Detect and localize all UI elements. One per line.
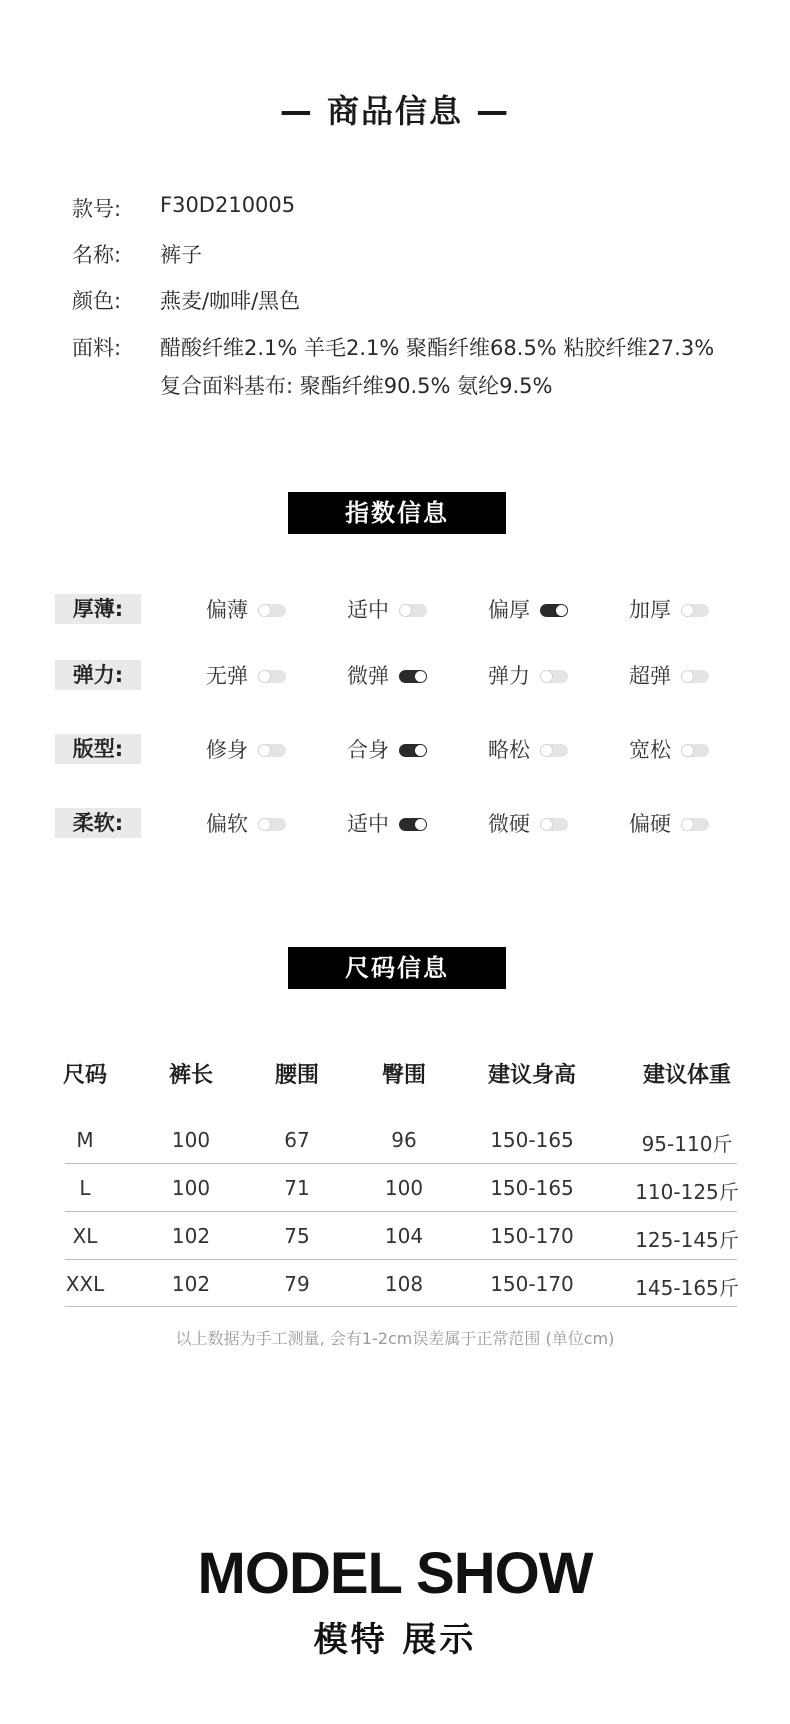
size-table-cell: 104 <box>384 1224 424 1248</box>
table-row-divider <box>65 1163 737 1164</box>
table-row-divider <box>65 1211 737 1212</box>
index-option-label: 微硬 <box>488 812 530 836</box>
index-option <box>206 594 286 624</box>
size-table-cell: 75 <box>284 1224 310 1248</box>
toggle-off-icon <box>399 604 427 617</box>
toggle-off-icon <box>258 670 286 683</box>
info-value: 裤子 <box>160 243 202 267</box>
index-option-label: 偏薄 <box>206 598 248 622</box>
index-option-label: 加厚 <box>629 598 671 622</box>
index-option-label: 宽松 <box>629 738 671 762</box>
index-label: 柔软: <box>55 808 141 838</box>
index-option <box>347 594 427 624</box>
index-option-label: 略松 <box>488 738 530 762</box>
index-option-label: 偏硬 <box>629 812 671 836</box>
size-table-cell: 96 <box>391 1128 417 1152</box>
index-option-label: 适中 <box>347 812 389 836</box>
toggle-on-icon <box>399 744 427 757</box>
size-table-cell: XL <box>72 1224 98 1248</box>
index-info-banner: 指数信息 <box>288 492 506 534</box>
info-value: F30D210005 <box>160 193 296 217</box>
size-table-header: 腰围 <box>274 1063 319 1088</box>
model-show-subtitle: 模特 展示 <box>313 1620 477 1660</box>
size-table-header: 尺码 <box>62 1063 107 1088</box>
index-option-label: 修身 <box>206 738 248 762</box>
size-table-header: 裤长 <box>168 1063 213 1088</box>
size-table-cell: 100 <box>384 1176 424 1200</box>
index-option <box>206 734 286 764</box>
index-option-label: 弹力 <box>488 664 530 688</box>
index-label: 弹力: <box>55 660 141 690</box>
index-option-label: 微弹 <box>347 664 389 688</box>
toggle-off-icon <box>540 744 568 757</box>
size-table-cell: M <box>76 1128 94 1152</box>
index-option <box>488 808 568 838</box>
size-table-cell: 102 <box>171 1272 211 1296</box>
index-option <box>629 734 709 764</box>
toggle-off-icon <box>681 604 709 617</box>
toggle-off-icon <box>681 818 709 831</box>
info-value: 复合面料基布: 聚酯纤维90.5% 氨纶9.5% <box>160 374 553 398</box>
toggle-off-icon <box>540 818 568 831</box>
size-table-cell: 100 <box>171 1176 211 1200</box>
size-table-cell: 145-165斤 <box>635 1276 739 1300</box>
index-option-label: 无弹 <box>206 664 248 688</box>
info-key: 面料: <box>72 336 122 360</box>
size-table-header: 建议体重 <box>642 1063 731 1088</box>
index-option-label: 偏厚 <box>488 598 530 622</box>
index-option <box>488 660 568 690</box>
size-table-cell: 150-165 <box>490 1128 574 1152</box>
index-option-label: 合身 <box>347 738 389 762</box>
toggle-off-icon <box>681 744 709 757</box>
toggle-on-icon <box>399 670 427 683</box>
size-table-cell: 95-110斤 <box>641 1132 733 1156</box>
index-option <box>347 808 427 838</box>
info-key: 款号: <box>72 197 122 221</box>
index-option <box>629 808 709 838</box>
size-table-cell: 125-145斤 <box>635 1228 739 1252</box>
size-table-cell: 150-165 <box>490 1176 574 1200</box>
index-label: 厚薄: <box>55 594 141 624</box>
index-option <box>488 734 568 764</box>
index-label: 版型: <box>55 734 141 764</box>
info-value: 燕麦/咖啡/黑色 <box>160 289 301 313</box>
size-table-cell: XXL <box>65 1272 105 1296</box>
index-option <box>629 594 709 624</box>
size-table-cell: 110-125斤 <box>635 1180 739 1204</box>
table-row-divider <box>65 1259 737 1260</box>
table-row-divider <box>65 1306 737 1307</box>
size-note: 以上数据为手工测量, 会有1-2cm误差属于正常范围 (单位cm) <box>175 1329 615 1348</box>
size-table-cell: 100 <box>171 1128 211 1152</box>
index-option <box>629 660 709 690</box>
info-key: 名称: <box>72 243 122 267</box>
toggle-on-icon <box>399 818 427 831</box>
toggle-off-icon <box>681 670 709 683</box>
size-table-cell: 150-170 <box>490 1224 574 1248</box>
index-option <box>488 594 568 624</box>
model-show-title: MODEL SHOW <box>197 1541 593 1606</box>
index-option-label: 偏软 <box>206 812 248 836</box>
size-table-header: 臀围 <box>381 1063 426 1088</box>
toggle-off-icon <box>540 670 568 683</box>
toggle-off-icon <box>258 818 286 831</box>
toggle-on-icon <box>540 604 568 617</box>
index-option <box>347 734 427 764</box>
info-value: 醋酸纤维2.1% 羊毛2.1% 聚酯纤维68.5% 粘胶纤维27.3% <box>160 336 715 360</box>
product-info-title: — 商品信息 — <box>279 92 511 130</box>
size-table-cell: 67 <box>284 1128 310 1152</box>
size-table-cell: 79 <box>284 1272 310 1296</box>
index-option-label: 超弹 <box>629 664 671 688</box>
info-key: 颜色: <box>72 289 122 313</box>
index-option <box>206 660 286 690</box>
index-option <box>347 660 427 690</box>
size-table-cell: 150-170 <box>490 1272 574 1296</box>
size-table-cell: 102 <box>171 1224 211 1248</box>
index-option <box>206 808 286 838</box>
size-table-cell: L <box>79 1176 91 1200</box>
size-info-banner: 尺码信息 <box>288 947 506 989</box>
toggle-off-icon <box>258 604 286 617</box>
size-table-cell: 108 <box>384 1272 424 1296</box>
size-table-header: 建议身高 <box>487 1063 576 1088</box>
index-option-label: 适中 <box>347 598 389 622</box>
size-table-cell: 71 <box>284 1176 310 1200</box>
toggle-off-icon <box>258 744 286 757</box>
